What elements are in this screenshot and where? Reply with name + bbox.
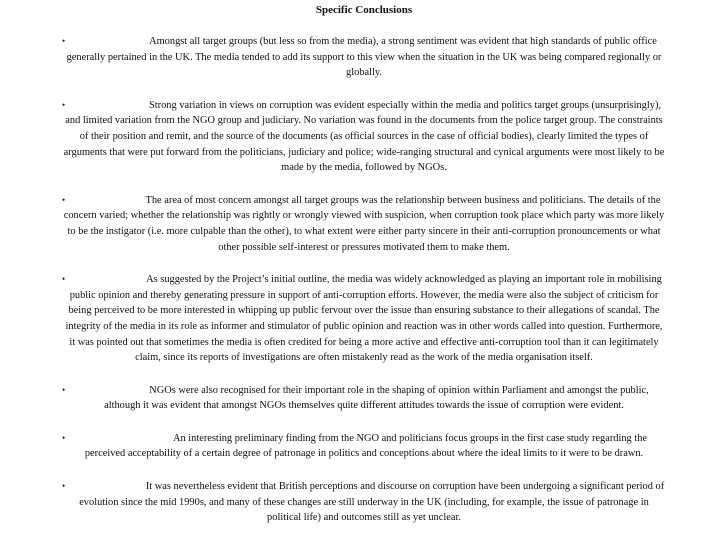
conclusion-paragraph-7 — [62, 479, 666, 526]
paragraph-text: It was nevertheless evident that British perceptions and discourse on corruption have been undergoing a significant period of evolution since the mid 1990s, and many of these changes are still underway in the UK (including, for example, the issue of patronage in political life) and outcomes still as yet unclear. — [79, 481, 665, 524]
paragraph-text: Strong variation in views on corruption was evident especially within the media and politics target groups (unsurprisingly), and limited variation from the NGO group and judiciary. No variation was found in the documents from the police target group. The constraints of their position and remit, and the source of the documents (as official sources in the case of official bodies), clearly limited the types of arguments that were put forward from the politicians, judiciary and police; wide-ranging structural and cynical arguments were most likely to be made by the media, followed by NGOs. — [63, 99, 665, 174]
bullet-icon: • — [62, 194, 66, 205]
paragraph-text: The area of most concern amongst all target groups was the relationship between business and politicians. The details of the concern varied; whether the relationship was rightly or wrongly viewed with suspicion, when corruption took place which party was more likely to be the instigator (i.e. more culpable than the other), to what extent were either party sincere in their anti-corruption pronouncements or what other possible self-interest or pressures motivated them to make them. — [63, 194, 665, 253]
bullet-icon: • — [62, 384, 66, 395]
bullet-icon: • — [62, 36, 66, 46]
paragraph-text: NGOs were also recognised for their important role in the shaping of opinion within Parliament and amongst the public, although it was evident that amongst NGOs themselves quite different attitudes towards the issue of corruption were evident. — [104, 384, 649, 412]
paragraph-text: An interesting preliminary finding from the NGO and politicians focus groups in the first case study regarding the perceived acceptability of a certain degree of patronage in politics and conceptions about where the ideal limits to it were to be drawn. — [84, 432, 648, 460]
conclusion-paragraph-1 — [62, 34, 666, 81]
conclusion-paragraph-5 — [62, 383, 666, 414]
bullet-icon: • — [62, 432, 66, 443]
bullet-icon: • — [62, 274, 66, 285]
bullet-icon: • — [62, 99, 66, 110]
conclusion-paragraph-2 — [62, 98, 666, 176]
conclusion-paragraph-4 — [62, 272, 666, 366]
conclusion-paragraph-6 — [62, 431, 666, 462]
conclusion-paragraph-3 — [62, 193, 666, 255]
bullet-icon: • — [62, 481, 66, 492]
paragraph-text: As suggested by the Project’s initial outline, the media was widely acknowledged as playing an important role in mobilising public opinion and thereby generating pressure in support of anti-corruption efforts. However, the media were also the subject of criticism for being perceived to be more interested in whipping up public fervour over the issue than ensuring substance to their allegations of scandal. The integrity of the media in its role as informer and stimulator of public opinion and reaction was in other words called into question. Furthermore, it was pointed out that sometimes the media is often credited for being a more active and effective anti-corruption tool than it can legitimately claim, since its reports of investigations are often mistakenly read as the work of the media organisation itself. — [65, 274, 663, 364]
page-title: Specific Conclusions — [315, 4, 413, 16]
paragraph-text: Amongst all target groups (but less so from the media), a strong sentiment was evident that high standards of public office generally pertained in the UK. The media tended to add its support to this view when the situation in the UK was being compared regionally or globally. — [66, 36, 662, 79]
